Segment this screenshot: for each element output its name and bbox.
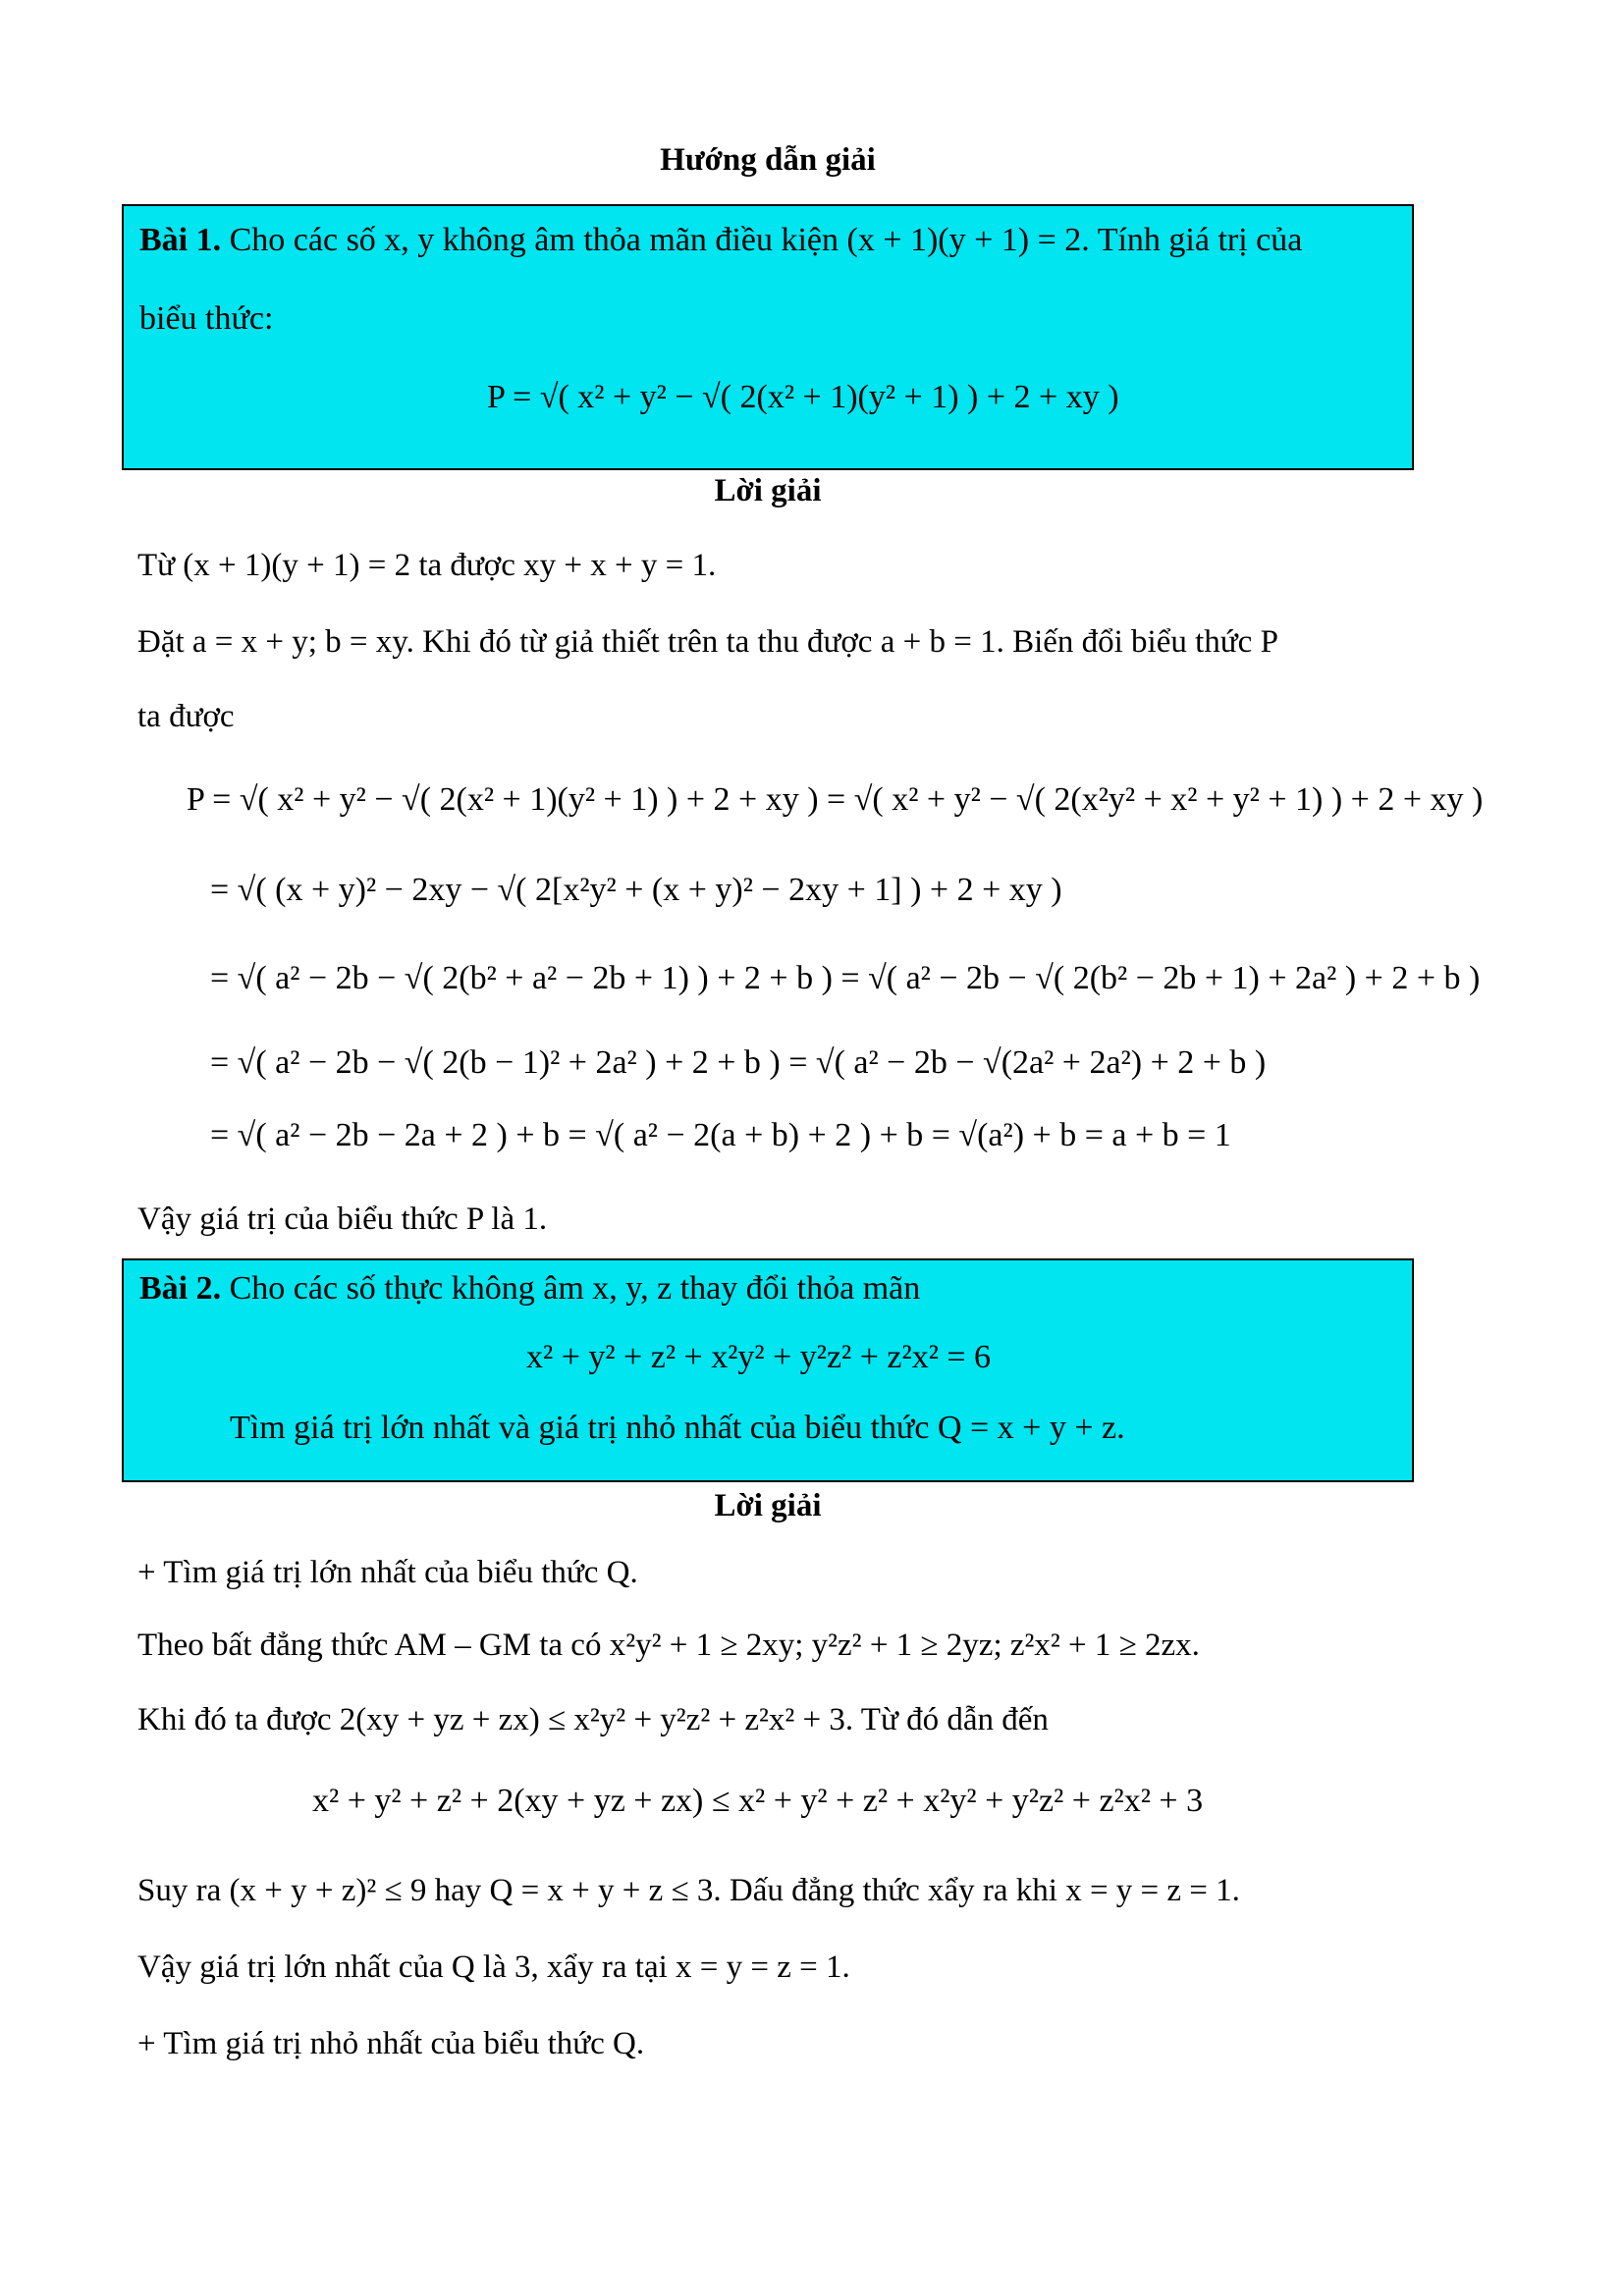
exercise-1-box xyxy=(122,204,1414,470)
solution-1-equation-4: = √( a² − 2b − √( 2(b − 1)² + 2a² ) + 2 + b ) = √( a² − 2b − √(2a² + 2a²) + 2 + b ) xyxy=(210,1044,1267,1081)
solution-2-heading: Lời giải xyxy=(714,1488,822,1523)
page-title: Hướng dẫn giải xyxy=(660,142,876,178)
solution-1-equation-5: = √( a² − 2b − 2a + 2 ) + b = √( a² − 2(a + b) + 2 ) + b = √(a²) + b = a + b = 1 xyxy=(210,1117,1231,1153)
solution-2-line-2: Theo bất đẳng thức AM – GM ta có x²y² + 1 ≥ 2xy; y²z² + 1 ≥ 2yz; z²x² + 1 ≥ 2zx. xyxy=(137,1628,1200,1663)
solution-1-line-3: ta được xyxy=(137,699,235,734)
exercise-1-text: Cho các số x, y không âm thỏa mãn điều kiện (x + 1)(y + 1) = 2. Tính giá trị của xyxy=(221,222,1303,258)
exercise-2-text: Cho các số thực không âm x, y, z thay đổi thỏa mãn xyxy=(221,1270,921,1307)
exercise-2-box xyxy=(122,1258,1414,1482)
exercise-2-label: Bài 2. xyxy=(139,1270,222,1307)
solution-2-line-5: Vậy giá trị lớn nhất của Q là 3, xẩy ra tại x = y = z = 1. xyxy=(137,1949,850,1985)
solution-1-conclusion: Vậy giá trị của biểu thức P là 1. xyxy=(137,1201,548,1237)
solution-2-line-1: + Tìm giá trị lớn nhất của biểu thức Q. xyxy=(137,1555,638,1590)
solution-2-line-4: Suy ra (x + y + z)² ≤ 9 hay Q = x + y + z ≤ 3. Dấu đẳng thức xẩy ra khi x = y = z = 1. xyxy=(137,1873,1240,1908)
solution-2-equation: x² + y² + z² + 2(xy + yz + zx) ≤ x² + y² + z² + x²y² + y²z² + z²x² + 3 xyxy=(312,1783,1204,1819)
exercise-1-label: Bài 1. xyxy=(139,222,222,258)
solution-1-equation-2: = √( (x + y)² − 2xy − √( 2[x²y² + (x + y)² − 2xy + 1] ) + 2 + xy ) xyxy=(210,872,1062,908)
solution-2-line-3: Khi đó ta được 2(xy + yz + zx) ≤ x²y² + y²z² + z²x² + 3. Từ đó dẫn đến xyxy=(137,1702,1049,1737)
solution-1-equation-1: P = √( x² + y² − √( 2(x² + 1)(y² + 1) ) + 2 + xy ) = √( x² + y² − √( 2(x²y² + x² + y² + 1) ) + 2 + xy ) xyxy=(187,781,1484,818)
exercise-2-text-2: Tìm giá trị lớn nhất và giá trị nhỏ nhất của biểu thức Q = x + y + z. xyxy=(230,1410,1125,1446)
exercise-1-text-2: biểu thức: xyxy=(139,300,274,337)
solution-1-heading: Lời giải xyxy=(714,473,822,508)
exercise-2-formula: x² + y² + z² + x²y² + y²z² + z²x² = 6 xyxy=(526,1339,992,1375)
solution-1-line-2: Đặt a = x + y; b = xy. Khi đó từ giả thiết trên ta thu được a + b = 1. Biến đổi biểu thức P xyxy=(137,624,1278,660)
solution-1-line-1: Từ (x + 1)(y + 1) = 2 ta được xy + x + y = 1. xyxy=(137,548,717,583)
exercise-2-statement xyxy=(139,1270,920,1308)
solution-1-equation-3: = √( a² − 2b − √( 2(b² + a² − 2b + 1) ) + 2 + b ) = √( a² − 2b − √( 2(b² − 2b + 1) + 2a² ) + 2 + b ) xyxy=(210,960,1481,996)
exercise-1-statement xyxy=(139,222,1302,259)
exercise-1-formula: P = √( x² + y² − √( 2(x² + 1)(y² + 1) ) + 2 + xy ) xyxy=(487,379,1119,415)
solution-2-line-6: + Tìm giá trị nhỏ nhất của biểu thức Q. xyxy=(137,2026,645,2061)
